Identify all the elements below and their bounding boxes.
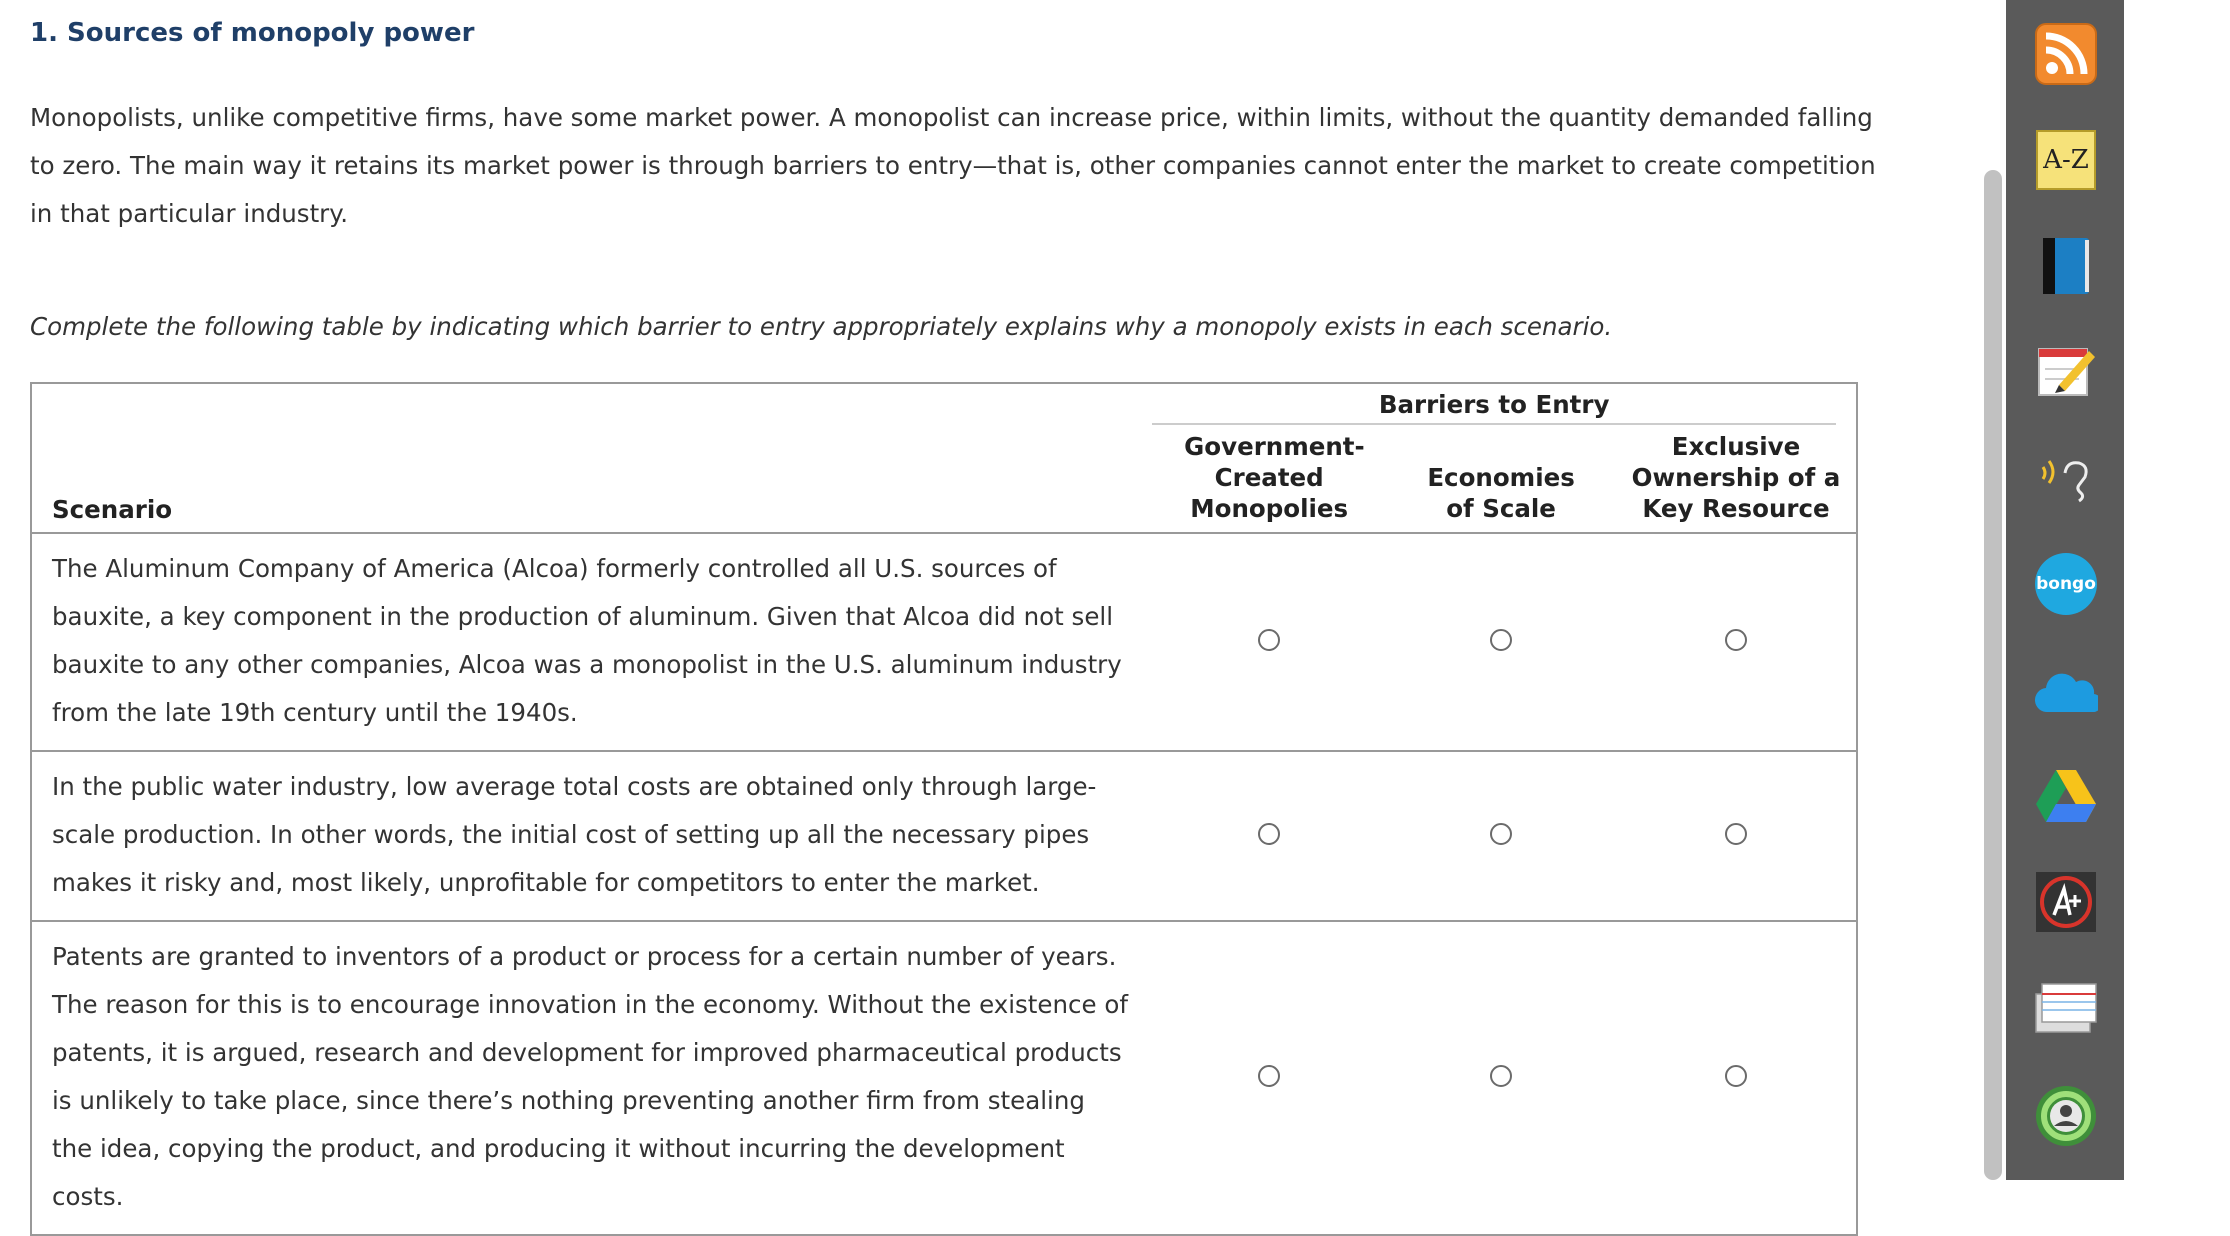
progress-ring-icon[interactable] (2034, 1084, 2098, 1148)
barriers-table (30, 382, 1858, 1236)
bongo-icon[interactable]: bongo (2034, 552, 2098, 616)
radio-row2-government[interactable] (1258, 823, 1280, 845)
notepad-pencil-icon[interactable] (2034, 338, 2098, 402)
scenario-text: Patents are granted to inventors of a product or process for a certain number of years. The reason for this is to encourage innovation in the economy. Without the existence of patents, it is argued, research and development for improved pharmaceutical products is unlikely to take place, since there’s nothing preventing another firm from stealing the idea, copying the product, and producing it without incurring the development costs. (31, 921, 1152, 1235)
table-row (31, 751, 1857, 921)
aplus-icon[interactable] (2034, 870, 2098, 934)
cloud-icon[interactable] (2034, 660, 2098, 724)
table-row (31, 921, 1857, 1235)
intro-paragraph: Monopolists, unlike competitive firms, have some market power. A monopolist can increase price, within limits, without the quantity demanded falling to zero. The main way it retains its market power is through barriers to entry—that is, other companies cannot enter the market to create competition in that particular industry. (30, 103, 1876, 228)
google-drive-icon[interactable] (2034, 764, 2098, 828)
radio-row2-economies[interactable] (1490, 823, 1512, 845)
a-z-glossary-icon[interactable]: A-Z (2034, 128, 2098, 192)
barriers-group-header (1152, 383, 1857, 425)
table-row (31, 533, 1857, 751)
radio-row3-economies[interactable] (1490, 1065, 1512, 1087)
scrollbar-thumb[interactable] (1984, 170, 2002, 1180)
radio-row1-economies[interactable] (1490, 629, 1512, 651)
radio-row3-exclusive[interactable] (1725, 1065, 1747, 1087)
column-header-exclusive: Exclusive Ownership of a Key Resource (1616, 425, 1857, 533)
radio-row2-exclusive[interactable] (1725, 823, 1747, 845)
sidebar-margin (2124, 0, 2230, 1180)
column-header-economies: Economies of Scale (1386, 425, 1616, 533)
flashcards-icon[interactable] (2034, 976, 2098, 1040)
scenario-text: In the public water industry, low average total costs are obtained only through large-scale production. In other words, the initial cost of setting up all the necessary pipes makes it risky and, most likely, unprofitable for competitors to enter the market. (31, 751, 1152, 921)
question-title: 1. Sources of monopoly power (30, 18, 475, 48)
read-aloud-icon[interactable] (2034, 446, 2098, 510)
rss-icon[interactable] (2034, 22, 2098, 86)
instructions: Complete the following table by indicating which barrier to entry appropriately explains why a monopoly exists in each scenario. (30, 312, 1613, 341)
scenario-text: The Aluminum Company of America (Alcoa) formerly controlled all U.S. sources of bauxite, a key component in the production of aluminum. Given that Alcoa did not sell bauxite to any other companies, Alcoa was a monopolist in the U.S. aluminum industry from the late 19th century until the 1940s. (31, 533, 1152, 751)
barriers-group-label: Barriers to Entry (1152, 390, 1836, 425)
column-header-government: Government-Created Monopolies (1152, 425, 1386, 533)
scenario-column-header: Scenario (31, 383, 1152, 533)
radio-row1-exclusive[interactable] (1725, 629, 1747, 651)
radio-row1-government[interactable] (1258, 629, 1280, 651)
book-icon[interactable] (2034, 234, 2098, 298)
radio-row3-government[interactable] (1258, 1065, 1280, 1087)
